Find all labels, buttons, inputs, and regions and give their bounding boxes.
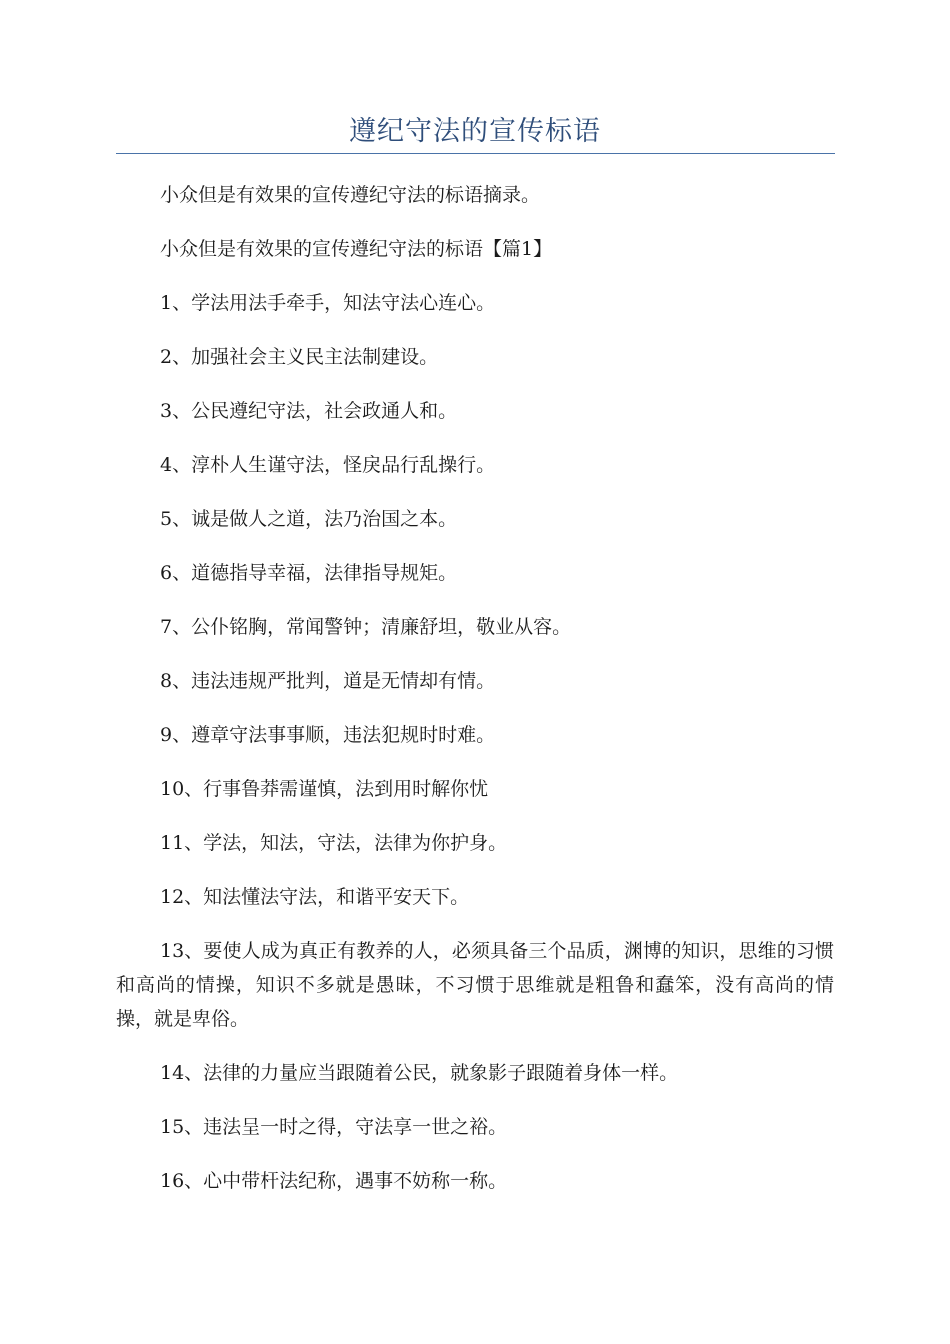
list-item: 1、学法用法手牵手，知法守法心连心。 [160, 292, 496, 314]
page-title: 遵纪守法的宣传标语 [349, 116, 601, 147]
list-item: 14、法律的力量应当跟随着公民，就象影子跟随着身体一样。 [160, 1062, 679, 1084]
list-item: 11、学法，知法，守法，法律为你护身。 [160, 832, 508, 854]
list-item: 7、公仆铭胸，常闻警钟；清廉舒坦，敬业从容。 [160, 616, 572, 638]
list-item: 9、遵章守法事事顺，违法犯规时时难。 [160, 724, 496, 746]
list-item: 2、加强社会主义民主法制建设。 [160, 346, 439, 368]
list-item: 3、公民遵纪守法，社会政通人和。 [160, 400, 458, 422]
title-underline [116, 153, 835, 154]
list-item: 5、诚是做人之道，法乃治国之本。 [160, 508, 458, 530]
list-item: 12、知法懂法守法，和谐平安天下。 [160, 886, 470, 908]
list-item: 4、淳朴人生谨守法，怪戾品行乱操行。 [160, 454, 496, 476]
list-item: 16、心中带杆法纪称，遇事不妨称一称。 [160, 1170, 508, 1192]
list-item: 10、行事鲁莽需谨慎，法到用时解你忧 [160, 778, 489, 800]
intro-paragraph: 小众但是有效果的宣传遵纪守法的标语摘录。 [160, 184, 541, 206]
document-body [116, 178, 834, 1218]
list-item: 15、违法呈一时之得，守法享一世之裕。 [160, 1116, 508, 1138]
list-item: 13、要使人成为真正有教养的人，必须具备三个品质，渊博的知识，思维的习惯和高尚的情操，知识不多就是愚昧，不习惯于思维就是粗鲁和蠢笨，没有高尚的情操，就是卑俗。 [116, 940, 834, 1030]
section-heading: 小众但是有效果的宣传遵纪守法的标语【篇1】 [160, 238, 553, 260]
list-item: 6、道德指导幸福，法律指导规矩。 [160, 562, 458, 584]
list-item: 8、违法违规严批判，道是无情却有情。 [160, 670, 496, 692]
